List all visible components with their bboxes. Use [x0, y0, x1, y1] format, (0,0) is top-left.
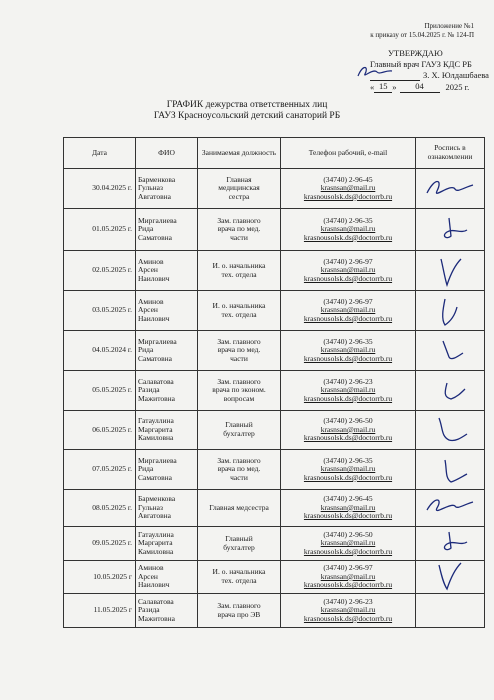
- approval-block: УТВЕРЖДАЮ Главный врач ГАУЗ КДС РБ З. Х. Юлдашбаева « 15 » 04 2025 г.: [370, 48, 489, 92]
- annex-note: [370, 22, 474, 40]
- cell-fio: [136, 209, 198, 251]
- fio-line: Аминов: [138, 563, 164, 573]
- signature-icon: [421, 173, 479, 205]
- position-line: тех. отдела: [221, 576, 257, 585]
- email-secondary: krasnousolsk.ds@doctorrb.ru: [303, 191, 393, 201]
- fio-line: Разида: [138, 605, 160, 615]
- fio-line: Аминов: [138, 296, 164, 306]
- cell-fio: [136, 169, 198, 209]
- signature-icon: [421, 561, 479, 593]
- fio-line: Разида: [138, 385, 160, 395]
- fio-line: Рида: [138, 224, 154, 234]
- fio-line: Арсен: [138, 571, 158, 581]
- cell-position: [198, 527, 281, 561]
- cell-position: [198, 291, 281, 331]
- fio-line: Наилович: [138, 273, 170, 283]
- fio-line: Саматовна: [138, 232, 172, 242]
- table-header-row: [64, 138, 485, 169]
- cell-position: [198, 411, 281, 450]
- email-secondary: krasnousolsk.ds@doctorrb.ru: [303, 232, 393, 242]
- cell-position: [198, 561, 281, 594]
- position-line: Зам. главного: [217, 600, 261, 610]
- cell-signature: [416, 251, 485, 291]
- cell-signature: [416, 411, 485, 450]
- cell-contact: [281, 450, 416, 490]
- cell-date: 08.05.2025 г.: [64, 490, 136, 527]
- cell-contact: [281, 291, 416, 331]
- table-row: [64, 594, 485, 628]
- email-primary: krasnsan@mail.ru: [320, 265, 376, 275]
- signature-icon: [421, 414, 479, 446]
- email-primary: krasnsan@mail.ru: [320, 345, 376, 355]
- phone-number: (34740) 2-96-50: [323, 416, 373, 426]
- cell-fio: [136, 527, 198, 561]
- email-primary: krasnsan@mail.ru: [320, 571, 376, 581]
- fio-line: Арсен: [138, 265, 158, 275]
- approval-position: Главный врач ГАУЗ КДС РБ: [370, 59, 472, 69]
- table-row: [64, 209, 485, 251]
- cell-position: [198, 371, 281, 411]
- cell-date: 10.05.2025 г: [64, 561, 136, 594]
- email-secondary: krasnousolsk.ds@doctorrb.ru: [303, 472, 393, 482]
- cell-fio: [136, 411, 198, 450]
- position-line: вопросам: [223, 393, 255, 403]
- cell-date: 11.05.2025 г: [64, 594, 136, 628]
- position-line: И. о. начальника: [212, 300, 266, 310]
- stamp-mark: [405, 630, 475, 660]
- cell-signature: [416, 594, 485, 628]
- position-line: И. о. начальника: [212, 567, 266, 577]
- position-line: сестра: [228, 191, 250, 201]
- header-signature: Роспись в ознакомлении: [416, 138, 485, 169]
- table-row: [64, 251, 485, 291]
- email-primary: krasnsan@mail.ru: [320, 305, 376, 315]
- table-row: [64, 331, 485, 371]
- position-line: врача по мед.: [217, 464, 261, 474]
- cell-contact: [281, 561, 416, 594]
- email-primary: krasnsan@mail.ru: [320, 385, 376, 395]
- position-line: Главная медсестра: [209, 502, 269, 512]
- annex-line-2: к приказу от 15.04.2025 г. № 124-П: [370, 31, 474, 39]
- signature-icon: [421, 528, 479, 560]
- fio-line: Миргалиева: [138, 215, 177, 225]
- signature-icon: [421, 492, 479, 524]
- cell-contact: [281, 490, 416, 527]
- table-row: [64, 450, 485, 490]
- table-row: [64, 527, 485, 561]
- approval-day: 15: [374, 81, 392, 93]
- phone-number: (34740) 2-96-97: [323, 563, 373, 573]
- fio-line: Салаватова: [138, 376, 174, 386]
- fio-line: Гатауллина: [138, 416, 174, 426]
- cell-signature: [416, 209, 485, 251]
- table-row: [64, 371, 485, 411]
- cell-position: [198, 331, 281, 371]
- position-line: медицинская: [218, 183, 260, 193]
- cell-contact: [281, 371, 416, 411]
- email-secondary: krasnousolsk.ds@doctorrb.ru: [303, 313, 393, 323]
- phone-number: (34740) 2-96-97: [323, 296, 373, 306]
- email-secondary: krasnousolsk.ds@doctorrb.ru: [303, 546, 393, 556]
- cell-date: 01.05.2025 г.: [64, 209, 136, 251]
- email-primary: krasnsan@mail.ru: [320, 538, 376, 548]
- position-line: И. о. начальника: [212, 260, 266, 270]
- fio-line: Мажитовна: [138, 393, 176, 403]
- cell-fio: [136, 490, 198, 527]
- table-row: [64, 490, 485, 527]
- fio-line: Гульназ: [138, 502, 163, 512]
- fio-line: Мажитовна: [138, 613, 176, 623]
- cell-contact: [281, 594, 416, 628]
- cell-signature: [416, 291, 485, 331]
- email-secondary: krasnousolsk.ds@doctorrb.ru: [303, 273, 393, 283]
- position-line: бухгалтер: [223, 429, 255, 438]
- cell-signature: [416, 490, 485, 527]
- cell-position: [198, 594, 281, 628]
- position-line: тех. отдела: [221, 269, 257, 279]
- position-line: врача про ЭВ: [217, 609, 261, 619]
- email-secondary: krasnousolsk.ds@doctorrb.ru: [303, 511, 393, 521]
- fio-line: Маргарита: [138, 538, 173, 548]
- position-line: Главный: [225, 533, 253, 543]
- table-row: [64, 291, 485, 331]
- position-line: врача по мед.: [217, 345, 261, 355]
- cell-date: 30.04.2025 г.: [64, 169, 136, 209]
- fio-line: Арсен: [138, 305, 158, 315]
- cell-fio: [136, 371, 198, 411]
- cell-fio: [136, 331, 198, 371]
- signature-icon: [421, 295, 479, 327]
- cell-position: [198, 169, 281, 209]
- phone-number: (34740) 2-96-50: [323, 529, 373, 539]
- approval-year: 2025 г.: [445, 82, 470, 92]
- email-primary: krasnsan@mail.ru: [320, 502, 376, 512]
- approval-name: З. Х. Юлдашбаева: [423, 70, 489, 80]
- signature-icon: [421, 454, 479, 486]
- cell-contact: [281, 251, 416, 291]
- fio-line: Камиловна: [138, 433, 174, 443]
- title-line-2: ГАУЗ Красноусольский детский санаторий РБ: [153, 111, 341, 121]
- fio-line: Гульназ: [138, 183, 163, 193]
- fio-line: Саматовна: [138, 353, 172, 363]
- cell-date: 07.05.2025 г.: [64, 450, 136, 490]
- cell-position: [198, 209, 281, 251]
- fio-line: Наилович: [138, 313, 170, 323]
- email-primary: krasnsan@mail.ru: [320, 224, 376, 234]
- email-secondary: krasnousolsk.ds@doctorrb.ru: [303, 613, 393, 623]
- cell-fio: [136, 594, 198, 628]
- position-line: части: [230, 232, 248, 242]
- document-title: [0, 100, 494, 122]
- signature-icon: [421, 375, 479, 407]
- email-primary: krasnsan@mail.ru: [320, 424, 376, 434]
- cell-signature: [416, 450, 485, 490]
- fio-line: Авгатовна: [138, 191, 171, 201]
- cell-fio: [136, 450, 198, 490]
- email-secondary: krasnousolsk.ds@doctorrb.ru: [303, 580, 393, 590]
- position-line: части: [230, 472, 248, 482]
- signature-icon: [421, 214, 479, 246]
- cell-date: 06.05.2025 г.: [64, 411, 136, 450]
- position-line: врача по эконом.: [212, 385, 266, 395]
- fio-line: Рида: [138, 345, 154, 355]
- position-line: Зам. главного: [217, 336, 261, 346]
- position-line: части: [230, 353, 248, 363]
- table-row: [64, 411, 485, 450]
- cell-position: [198, 450, 281, 490]
- cell-signature: [416, 527, 485, 561]
- phone-number: (34740) 2-96-23: [323, 376, 373, 386]
- phone-number: (34740) 2-96-35: [323, 455, 373, 465]
- cell-contact: [281, 331, 416, 371]
- cell-signature: [416, 371, 485, 411]
- fio-line: Саматовна: [138, 472, 172, 482]
- phone-number: (34740) 2-96-35: [323, 215, 373, 225]
- signature-icon: [421, 335, 479, 367]
- cell-contact: [281, 527, 416, 561]
- cell-contact: [281, 209, 416, 251]
- header-date: Дата: [64, 138, 136, 169]
- cell-position: [198, 251, 281, 291]
- position-line: Главная: [226, 174, 252, 184]
- signature-icon: [421, 255, 479, 287]
- phone-number: (34740) 2-96-45: [323, 174, 373, 184]
- position-line: Зам. главного: [217, 455, 261, 465]
- cell-signature: [416, 331, 485, 371]
- position-line: Главный: [225, 420, 253, 430]
- fio-line: Авгатовна: [138, 511, 171, 521]
- table-row: [64, 561, 485, 594]
- cell-fio: [136, 251, 198, 291]
- phone-number: (34740) 2-96-45: [323, 494, 373, 504]
- approval-signature-icon: [355, 62, 395, 82]
- phone-number: (34740) 2-96-97: [323, 256, 373, 266]
- fio-line: Миргалиева: [138, 336, 177, 346]
- cell-contact: [281, 169, 416, 209]
- cell-contact: [281, 411, 416, 450]
- header-fio: ФИО: [136, 138, 198, 169]
- email-primary: krasnsan@mail.ru: [320, 183, 376, 193]
- cell-date: 05.05.2025 г.: [64, 371, 136, 411]
- fio-line: Маргарита: [138, 424, 173, 434]
- cell-signature: [416, 169, 485, 209]
- title-line-1: ГРАФИК дежурства ответственных лиц: [166, 100, 328, 110]
- email-secondary: krasnousolsk.ds@doctorrb.ru: [303, 353, 393, 363]
- cell-date: 03.05.2025 г.: [64, 291, 136, 331]
- cell-date: 09.05.2025 г.: [64, 527, 136, 561]
- position-line: Зам. главного: [217, 376, 261, 386]
- position-line: Зам. главного: [217, 215, 261, 225]
- position-line: врача по мед.: [217, 224, 261, 234]
- email-secondary: krasnousolsk.ds@doctorrb.ru: [303, 433, 393, 443]
- position-line: тех. отдела: [221, 309, 257, 319]
- fio-line: Салаватова: [138, 596, 174, 606]
- duty-schedule-table: [63, 137, 485, 628]
- fio-line: Рида: [138, 464, 154, 474]
- fio-line: Камиловна: [138, 546, 174, 556]
- cell-date: 02.05.2025 г.: [64, 251, 136, 291]
- position-line: бухгалтер: [223, 542, 255, 552]
- approval-month: 04: [400, 81, 440, 93]
- email-primary: krasnsan@mail.ru: [320, 464, 376, 474]
- email-secondary: krasnousolsk.ds@doctorrb.ru: [303, 393, 393, 403]
- fio-line: Миргалиева: [138, 455, 177, 465]
- annex-line-1: Приложение №1: [424, 22, 474, 30]
- cell-position: [198, 490, 281, 527]
- table-row: [64, 169, 485, 209]
- cell-fio: [136, 561, 198, 594]
- fio-line: Гатауллина: [138, 529, 174, 539]
- email-primary: krasnsan@mail.ru: [320, 605, 376, 615]
- phone-number: (34740) 2-96-23: [323, 596, 373, 606]
- fio-line: Аминов: [138, 256, 164, 266]
- header-contact: Телефон рабочий, e-mail: [281, 138, 416, 169]
- approval-heading: УТВЕРЖДАЮ: [388, 48, 443, 58]
- cell-date: 04.05.2024 г.: [64, 331, 136, 371]
- fio-line: Барменкова: [138, 174, 176, 184]
- fio-line: Наилович: [138, 580, 170, 590]
- phone-number: (34740) 2-96-35: [323, 336, 373, 346]
- header-position: Занимаемая должность: [198, 138, 281, 169]
- cell-fio: [136, 291, 198, 331]
- fio-line: Барменкова: [138, 494, 176, 504]
- table-body: [64, 169, 485, 628]
- cell-signature: [416, 561, 485, 594]
